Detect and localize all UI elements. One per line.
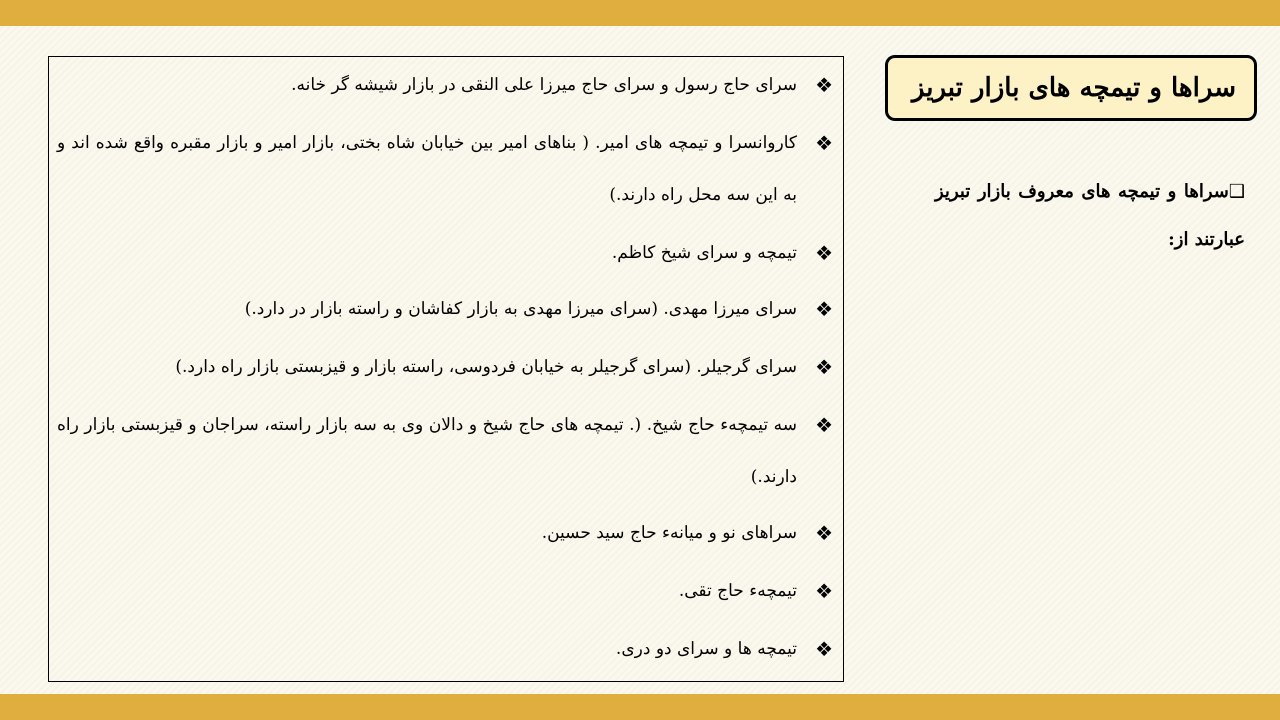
title-box: [885, 55, 1257, 121]
bottom-accent-band: [0, 694, 1280, 720]
diamond-four-icon: ❖: [815, 241, 833, 265]
list-item: [57, 354, 833, 393]
diamond-four-icon: ❖: [815, 579, 833, 603]
diamond-four-icon: ❖: [815, 131, 833, 155]
diamond-four-icon: ❖: [815, 355, 833, 379]
list-item: [57, 296, 833, 335]
list-item: [57, 520, 833, 559]
list-item-text: سرای گرجیلر. (سرای گرجیلر به خیابان فردوسی، راسته بازار و قیزبستی بازار راه دارد.): [175, 357, 797, 377]
hollow-square-bullet-icon: ❑: [1228, 181, 1245, 202]
top-accent-band: [0, 0, 1280, 26]
diamond-four-icon: ❖: [815, 521, 833, 545]
diamond-four-icon: ❖: [815, 413, 833, 437]
list-item: [57, 578, 833, 617]
list-item-text: سراهای نو و میانهء حاج سید حسین.: [541, 523, 797, 543]
diamond-four-icon: ❖: [815, 73, 833, 97]
list-item-text: کاروانسرا و تیمچه های امیر. ( بناهای امیر بین خیابان شاه بختی، بازار امیر و بازار مقبره واقع شده اند و به این سه محل راه دارند.): [57, 133, 797, 205]
list-item: [57, 412, 833, 503]
intro-paragraph: [935, 168, 1245, 264]
diamond-four-icon: ❖: [815, 297, 833, 321]
list-item: [57, 240, 833, 279]
list-item-text: سه تیمچهء حاج شیخ. (. تیمچه های حاج شیخ و دالان وی به سه بازار راسته، سراجان و قیزبستی بازار راه دارند.): [57, 415, 797, 487]
list-item: [57, 72, 833, 111]
list-item-text: تیمچه و سرای شیخ کاظم.: [611, 243, 797, 263]
list-item-text: تیمچهء حاج تقی.: [678, 581, 797, 601]
intro-text: سراها و تیمچه های معروف بازار تبریز عبارتند از:: [935, 181, 1245, 250]
list-item: [57, 636, 833, 675]
diamond-four-icon: ❖: [815, 637, 833, 661]
list-item-text: سرای میرزا مهدی. (سرای میرزا مهدی به بازار کفاشان و راسته بازار در دارد.): [244, 299, 797, 319]
list-item-text: تیمچه ها و سرای دو دری.: [615, 639, 797, 659]
list-item: [57, 130, 833, 221]
items-list-box: [48, 56, 844, 682]
list-item-text: سرای حاج رسول و سرای حاج میرزا علی النقی در بازار شیشه گر خانه.: [291, 75, 797, 95]
slide-title: سراها و تیمچه های بازار تبریز: [911, 73, 1236, 103]
